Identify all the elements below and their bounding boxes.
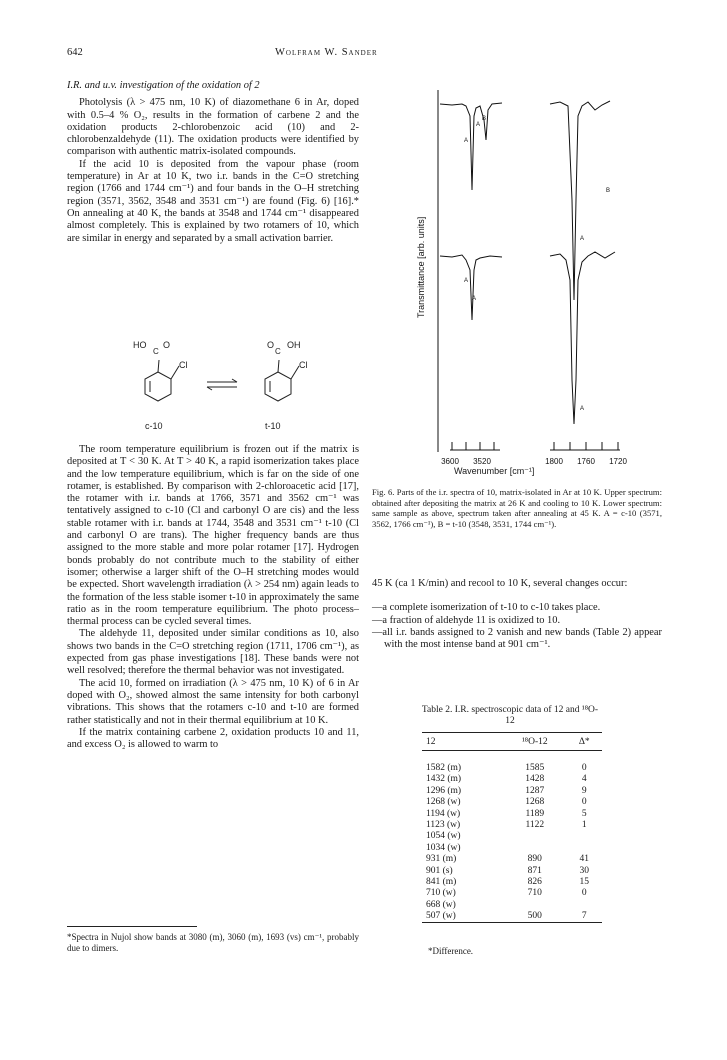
c10-benzene-ring	[145, 372, 171, 401]
change-item-2: —a fraction of aldehyde 11 is oxidized to 10.	[372, 614, 561, 626]
table-row: 507 (w) 500 7	[426, 911, 587, 922]
t10-c-label: C	[275, 347, 281, 356]
upper-spectrum-oh	[440, 103, 502, 190]
col-12: 12	[426, 737, 436, 747]
figure-6-caption: Fig. 6. Parts of the i.r. spectra of 10, matrix-isolated in Ar at 10 K. Upper spectrum: obtained after depositing the matrix at 26 K and cooling to 10 K. Lower spectrum: same sample as above, spectrum taken after annealing at 45 K. A = c-10 (3571, 3562, 1766 cm⁻¹), B = t-10 (3548, 3531, 1744 cm⁻¹).	[372, 487, 662, 529]
table-2-title: Table 2. I.R. spectroscopic data of 12 and ¹⁸O-12	[421, 705, 599, 726]
footnote-rule	[67, 926, 197, 927]
x-tick-1720: 1720	[609, 457, 627, 466]
peak-label-b1: B	[482, 116, 487, 122]
peak-label-a1: A	[476, 122, 481, 128]
table-row: 1034 (w)	[426, 842, 461, 853]
t10-oh-label: OH	[287, 340, 301, 350]
lower-spectrum-oh	[440, 255, 502, 320]
c10-o-label: O	[163, 340, 171, 350]
table-row: 668 (w)	[426, 899, 456, 910]
peak-label-b2: B	[606, 188, 611, 194]
section-title: I.R. and u.v. investigation of the oxidation of 2	[67, 80, 260, 91]
right-column-text	[372, 578, 662, 651]
t10-o-label: O	[267, 340, 275, 350]
lower-spectrum-co	[550, 252, 615, 424]
peak-label-a5: A	[472, 296, 477, 302]
paragraph-6: If the matrix containing carbene 2, oxidation products 10 and 11, and excess O₂ is allowed to warm to	[67, 726, 359, 751]
peak-label-a2: A	[464, 138, 469, 144]
x-tick-3520: 3520	[473, 457, 491, 466]
x-axis-label: Wavenumber [cm⁻¹]	[454, 466, 535, 476]
running-head-author: Wolfram W. Sander	[275, 47, 378, 58]
rotamer-scheme	[67, 330, 359, 440]
paragraph-5: The acid 10, formed on irradiation (λ > 475 nm, 10 K) of 6 in Ar doped with O₂, showed almost the same intensity for both carbonyl vibrations. This shows that the rotamers c-10 and t-10 are formed rather statistically and not in their thermal equilibrium at 10 K.	[67, 677, 359, 726]
table-row: 1054 (w)	[426, 831, 461, 842]
left-column-bottom	[67, 444, 359, 751]
c10-ho-label: HO	[133, 340, 147, 350]
peak-label-a4: A	[464, 278, 469, 284]
table-row: 1194 (w) 1189 5	[426, 808, 587, 819]
y-axis-label: Transmittance [arb. units]	[416, 216, 426, 318]
paragraph-4: The aldehyde 11, deposited under similar conditions as 10, also shows two bands in the C=O stretching region (1711, 1706 cm⁻¹), as expected from gas phase investigations [18]. These bands were not well resolved; therefore the thermal behavior was not investigated.	[67, 628, 359, 677]
left-column-top	[67, 80, 359, 245]
table-header-row	[422, 734, 602, 751]
paragraph-3: The room temperature equilibrium is frozen out if the matrix is deposited at T < 30 K. At T > 40 K, a rapid isomerization takes place and the low temperature equilibrium, which is far on the side of one rotamer, is established. By comparison with 2-chloroacetic acid [17], the rotamer with i.r. bands at 1766, 3571 and 3562 cm⁻¹ was tentatively assigned to c-10 (Cl and carbonyl O are cis) and the less stable rotamer with i.r. bands at 1744, 3548 and 3531 cm⁻¹ t-10 (Cl and carbonyl O are trans). The higher frequency bands are thus assigned to the more stable and more polar rotamer [17]. Hydrogen bonds probably do not contribute much to the stability of either isomer; otherwise a larger shift of the O–H stretching modes would be expected. Short wavelength irradiation (λ > 254 nm) again leads to the formation of the less stable isomer t-10 in approximately the same ratio as in the room temperature equilibrium. The photo process–thermal process can be cycled several times.	[67, 444, 359, 628]
table-row: 1582 (m) 1585 0	[426, 763, 587, 774]
table-row: 901 (s) 871 30	[426, 865, 589, 876]
paragraph-2: If the acid 10 is deposited from the vapour phase (room temperature) in Ar at 10 K, two i.r. bands in the C=O stretching region (1766 and 1744 cm⁻¹) and four bands in the O–H stretching region (3571, 3562, 3548 and 3531 cm⁻¹) are found (Fig. 6) [16].* On annealing at 40 K, the bands at 3548 and 1744 cm⁻¹ disappeared almost completely. This is explained by two rotamers of 10, which are similar in energy and separated by a small activation barrier.	[67, 158, 359, 244]
table-row: 1123 (w) 1122 1	[426, 820, 587, 831]
t10-cl-label: Cl	[299, 360, 308, 370]
continuation-text: 45 K (ca 1 K/min) and recool to 10 K, several changes occur:	[372, 578, 628, 589]
t10-label: t-10	[265, 421, 281, 431]
left-footnote: *Spectra in Nujol show bands at 3080 (m), 3060 (m), 1693 (vs) cm⁻¹, probably due to dimers.	[67, 932, 359, 953]
table-row: 1268 (w) 1268 0	[426, 797, 587, 808]
page-number: 642	[67, 47, 83, 58]
col-18o-12: ¹⁸O-12	[521, 737, 548, 747]
table-row: 931 (m) 890 41	[426, 854, 589, 865]
x-tick-1760: 1760	[577, 457, 595, 466]
c10-c-label: C	[153, 347, 159, 356]
change-item-3: —all i.r. bands assigned to 2 vanish and new bands (Table 2) appear with the most intense band at 901 cm⁻¹.	[372, 626, 662, 651]
col-delta: Δ*	[578, 737, 590, 747]
table-2	[422, 734, 602, 923]
t10-benzene-ring	[265, 372, 291, 401]
x-tick-1800: 1800	[545, 457, 563, 466]
table-row: 710 (w) 710 0	[426, 888, 587, 899]
table-row: 841 (m) 826 15	[426, 876, 589, 887]
figure-6-spectra	[410, 80, 650, 475]
change-item-1: —a complete isomerization of t-10 to c-10 takes place.	[372, 602, 601, 614]
table-row: 1432 (m) 1428 4	[426, 774, 587, 785]
paragraph-1: Photolysis (λ > 475 nm, 10 K) of diazomethane 6 in Ar, doped with 0.5–4 % O₂, results in the formation of carbene 2 and the oxidation products 2-chlorobenzoic acid (10) and 2-chlorobenzaldehyde (11). The oxidation products were identified by comparison with authentic matrix-isolated compounds.	[67, 97, 359, 158]
table-2-footnote: *Difference.	[428, 946, 474, 956]
table-row: 1296 (m) 1287 9	[426, 785, 587, 796]
peak-label-a3: A	[580, 236, 585, 242]
c10-label: c-10	[145, 421, 163, 431]
x-tick-3600: 3600	[441, 457, 459, 466]
peak-label-a6: A	[580, 406, 585, 412]
c10-cl-label: Cl	[179, 360, 188, 370]
